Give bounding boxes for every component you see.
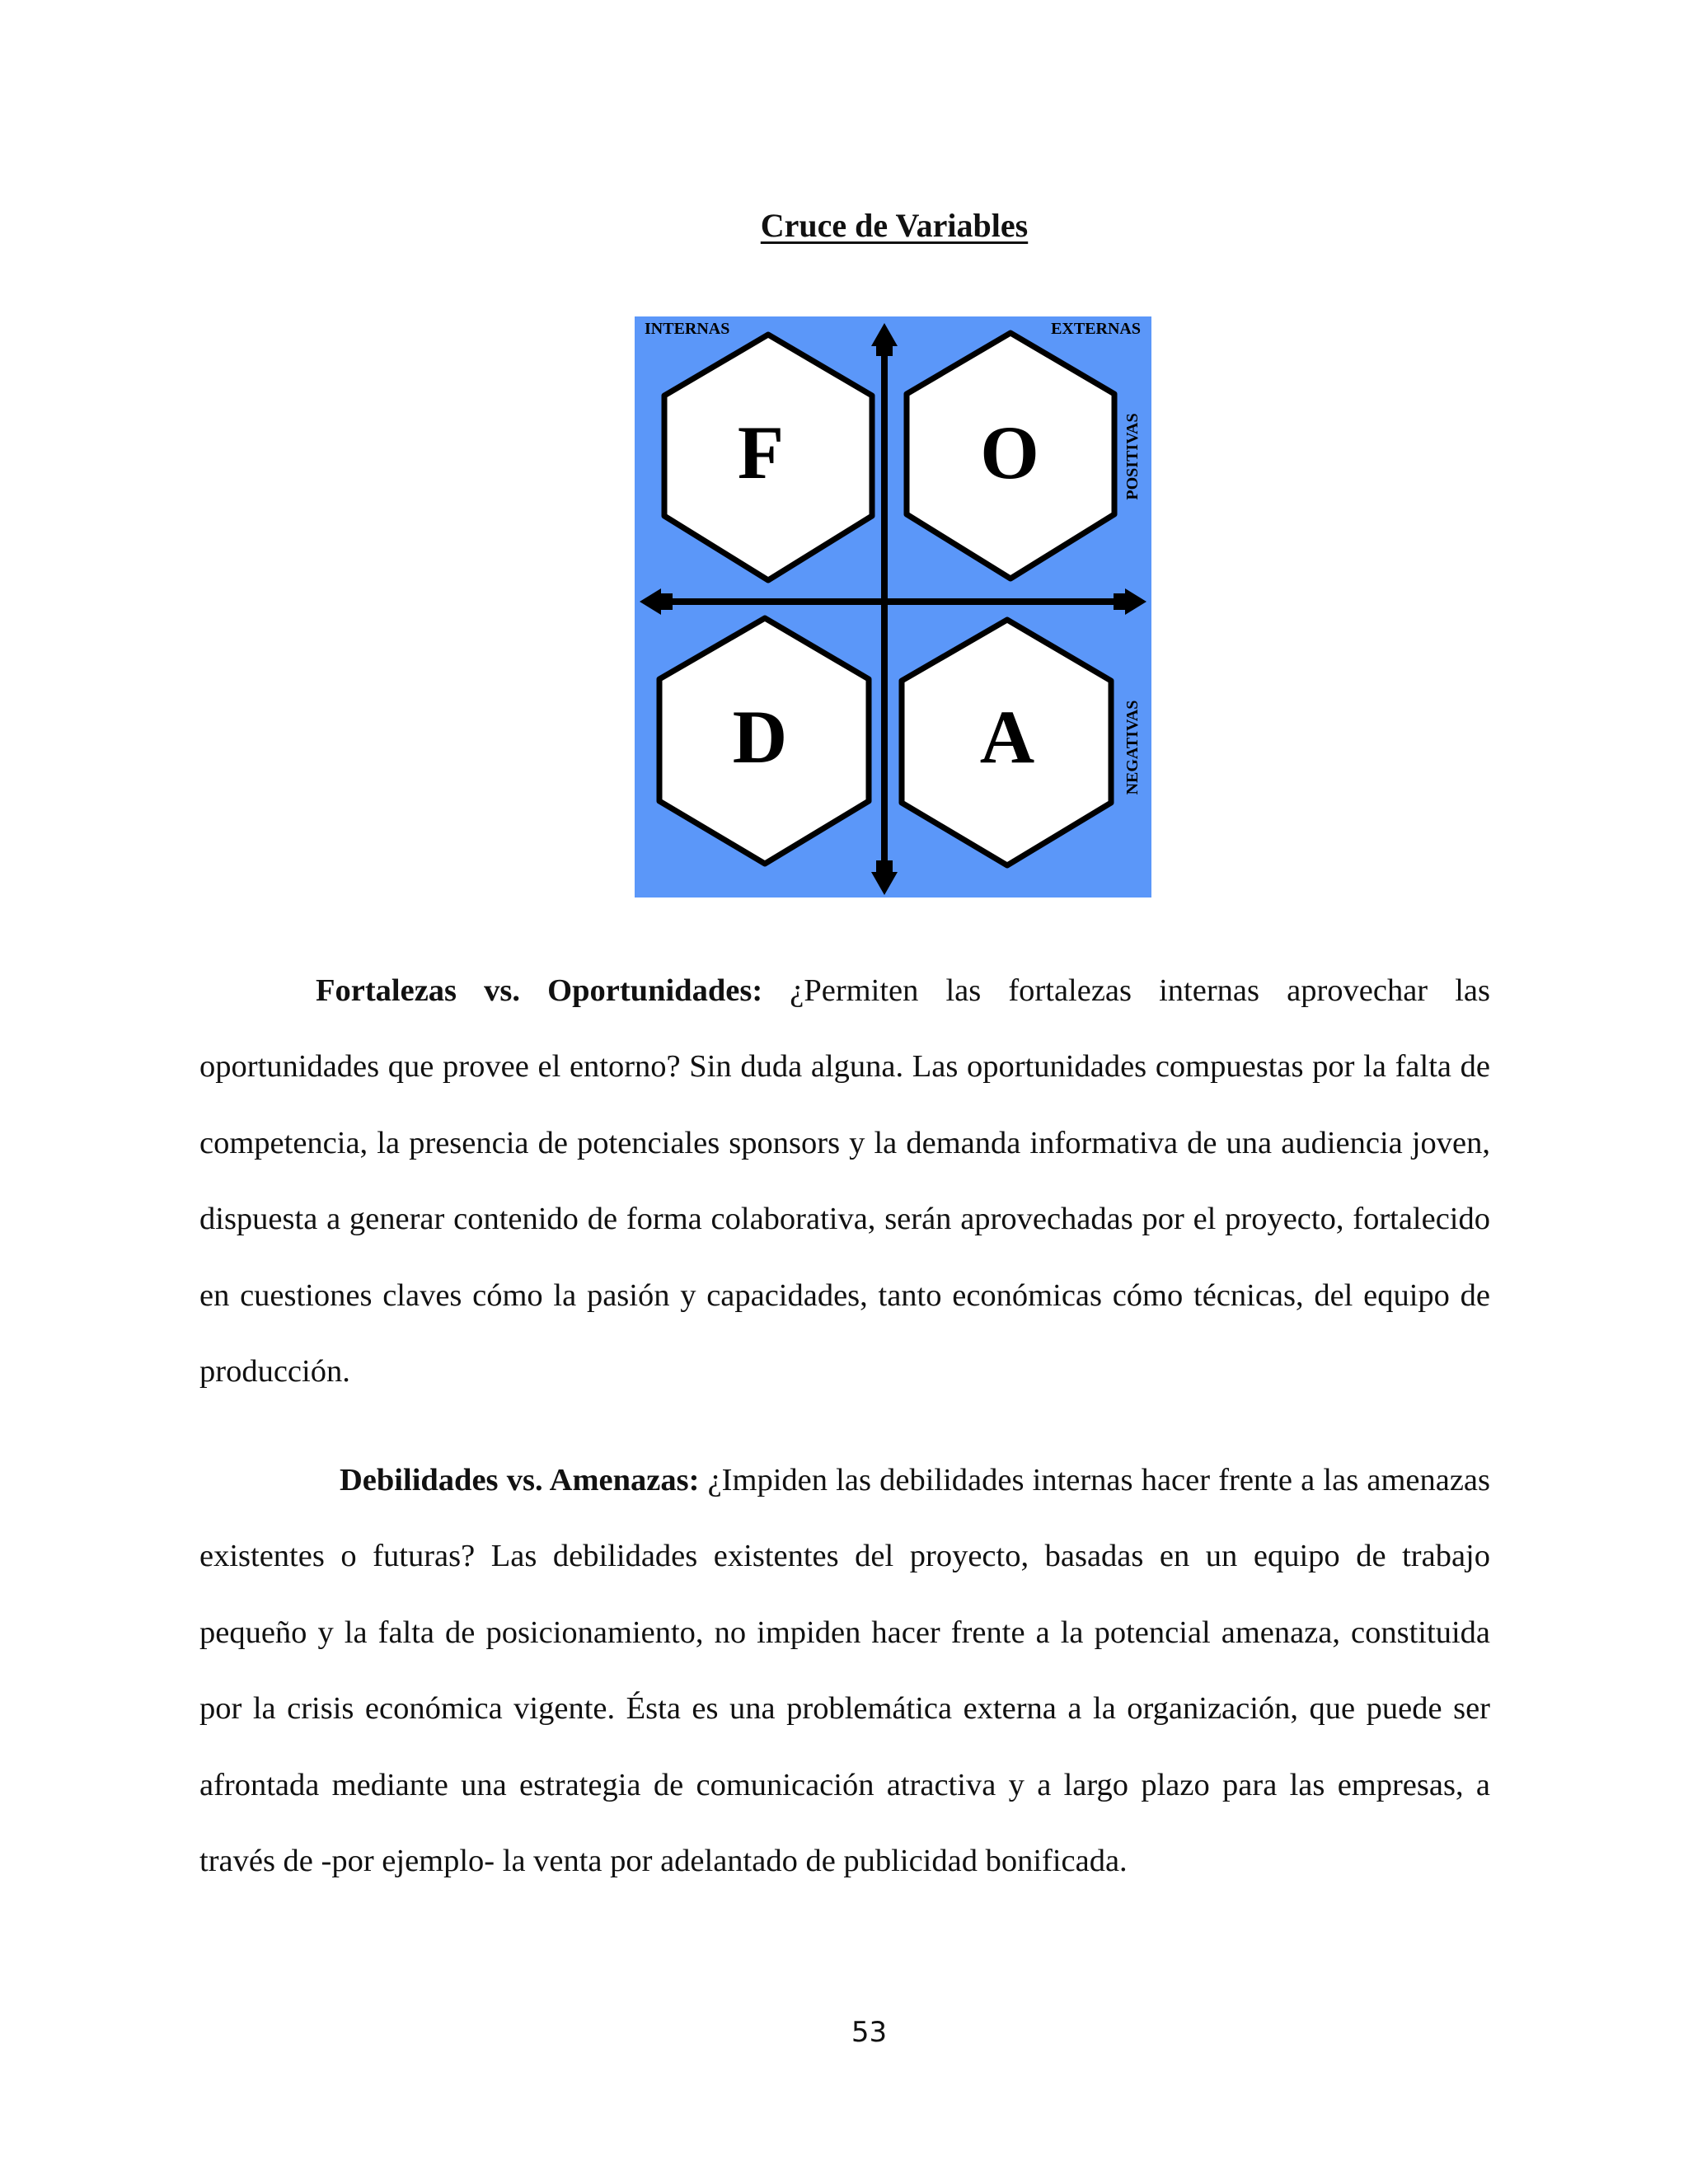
paragraph-lead: Fortalezas vs. Oportunidades: xyxy=(316,973,763,1008)
foda-diagram xyxy=(635,316,1151,898)
quadrant-letter-f: F xyxy=(737,410,785,494)
quadrant-letter-d: D xyxy=(732,695,788,779)
label-positivas: POSITIVAS xyxy=(1123,413,1142,500)
paragraph-lead: Debilidades vs. Amenazas: xyxy=(340,1463,700,1497)
label-externas: EXTERNAS xyxy=(1051,320,1141,338)
paragraph-debilidades-amenazas xyxy=(199,1442,1490,1899)
page-title: Cruce de Variables xyxy=(760,207,1029,244)
page-number: 53 xyxy=(851,2016,888,2049)
quadrant-letter-a: A xyxy=(979,695,1035,779)
paragraph-body: ¿Permiten las fortalezas internas aprovechar las oportunidades que provee el entorno? Sin duda alguna. Las oportunidades compuestas por la falta de competencia, la presencia de potenciales sponsors y la demanda informativa de una audiencia joven, dispuesta a generar contenido de forma colaborativa, serán aprovechadas por el proyecto, fortalecido en cuestiones claves cómo la pasión y capacidades, tanto económicas cómo técnicas, del equipo de producción. xyxy=(199,973,1490,1390)
paragraph-body: ¿Impiden las debilidades internas hacer frente a las amenazas existentes o futuras? Las debilidades existentes del proyecto, basadas en un equipo de trabajo pequeño y la falta de posicionamiento, no impiden hacer frente a la potencial amenaza, constituida por la crisis económica vigente. Ésta es una problemática externa a la organización, que puede ser afrontada mediante una estrategia de comunicación atractiva y a largo plazo para las empresas, a través de -por ejemplo- la venta por adelantado de publicidad bonificada. xyxy=(199,1463,1490,1879)
paragraph-fortalezas-oportunidades xyxy=(199,953,1490,1409)
label-internas: INTERNAS xyxy=(645,320,730,338)
quadrant-letter-o: O xyxy=(980,410,1039,494)
label-negativas: NEGATIVAS xyxy=(1123,700,1142,795)
